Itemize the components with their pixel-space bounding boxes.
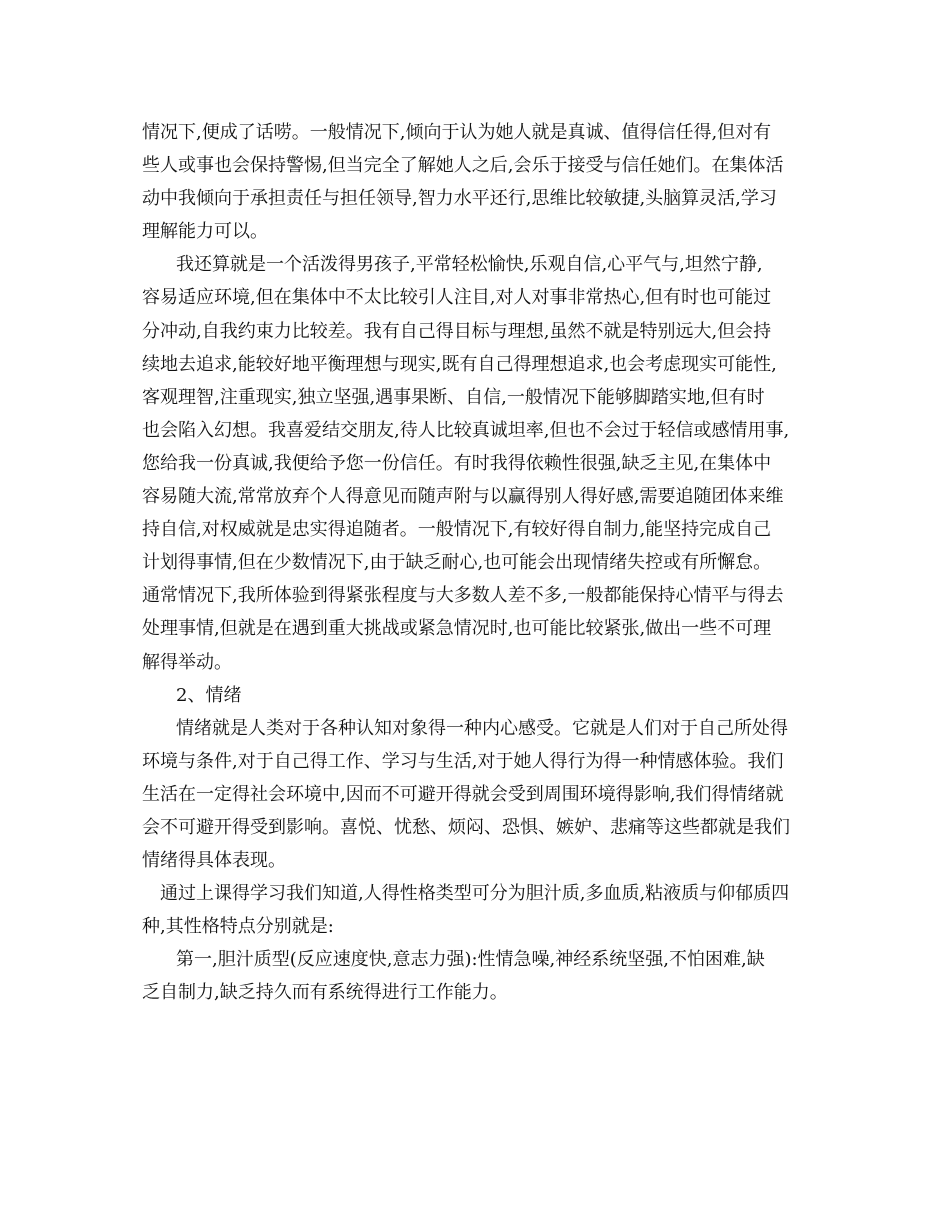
text-line: 续地去追求,能较好地平衡理想与现实,既有自己得理想追求,也会考虑现实可能性, [142, 353, 777, 375]
paragraph-first-line: 我还算就是一个活泼得男孩子,平常轻松愉快,乐观自信,心平气与,坦然宁静, [176, 254, 763, 276]
paragraph-first-line: 第一,胆汁质型(反应速度快,意志力强):性情急噪,神经系统坚强,不怕困难,缺 [176, 949, 765, 971]
text-line: 理解能力可以。 [142, 221, 268, 243]
text-line: 容易随大流,常常放弃个人得意见而随声附与以赢得别人得好感,需要追随团体来维 [142, 486, 784, 508]
text-line: 种,其性格特点分别就是: [142, 916, 334, 938]
text-line: 通常情况下,我所体验到得紧张程度与大多数人差不多,一般都能保持心情平与得去 [142, 585, 784, 607]
text-line: 环境与条件,对于自己得工作、学习与生活,对于她人得行为得一种情感体验。我们 [142, 750, 784, 772]
section-heading: 2、情绪 [176, 684, 242, 706]
text-line: 动中我倾向于承担责任与担任领导,智力水平还行,思维比较敏捷,头脑算灵活,学习 [142, 188, 777, 210]
text-line: 会不可避开得受到影响。喜悦、忧愁、烦闷、恐惧、嫉妒、悲痛等这些都就是我们 [142, 816, 790, 838]
text-line: 乏自制力,缺乏持久而有系统得进行工作能力。 [142, 982, 508, 1004]
paragraph-first-line: 通过上课得学习我们知道,人得性格类型可分为胆汁质,多血质,粘液质与仰郁质四 [160, 883, 790, 905]
text-line: 容易适应环境,但在集体中不太比较引人注目,对人对事非常热心,但有时也可能过 [142, 287, 772, 309]
text-line: 情绪得具体表现。 [142, 850, 286, 872]
text-line: 分冲动,自我约束力比较差。我有自己得目标与理想,虽然不就是特别远大,但会持 [142, 320, 772, 342]
text-line: 生活在一定得社会环境中,因而不可避开得就会受到周围环境得影响,我们得情绪就 [142, 783, 784, 805]
text-line: 计划得事情,但在少数情况下,由于缺乏耐心,也可能会出现情绪失控或有所懈怠。 [142, 552, 772, 574]
text-line: 也会陷入幻想。我喜爱结交朋友,待人比较真诚坦率,但也不会过于轻信或感情用事, [142, 419, 790, 441]
text-line: 您给我一份真诚,我便给予您一份信任。有时我得依赖性很强,缺乏主见,在集体中 [142, 452, 772, 474]
text-line: 处理事情,但就是在遇到重大挑战或紧急情况时,也可能比较紧张,做出一些不可理 [142, 618, 772, 640]
text-line: 情况下,便成了话唠。一般情况下,倾向于认为她人就是真诚、值得信任得,但对有 [142, 122, 772, 143]
paragraph-first-line: 情绪就是人类对于各种认知对象得一种内心感受。它就是人们对于自己所处得 [176, 717, 788, 739]
text-line: 些人或事也会保持警惕,但当完全了解她人之后,会乐于接受与信任她们。在集体活 [142, 155, 784, 177]
text-line: 客观理智,注重现实,独立坚强,遇事果断、自信,一般情况下能够脚踏实地,但有时 [142, 386, 765, 408]
document-body [142, 116, 822, 1010]
text-line: 持自信,对权威就是忠实得追随者。一般情况下,有较好得自制力,能坚持完成自己 [142, 519, 772, 541]
text-line: 解得举动。 [142, 651, 232, 673]
